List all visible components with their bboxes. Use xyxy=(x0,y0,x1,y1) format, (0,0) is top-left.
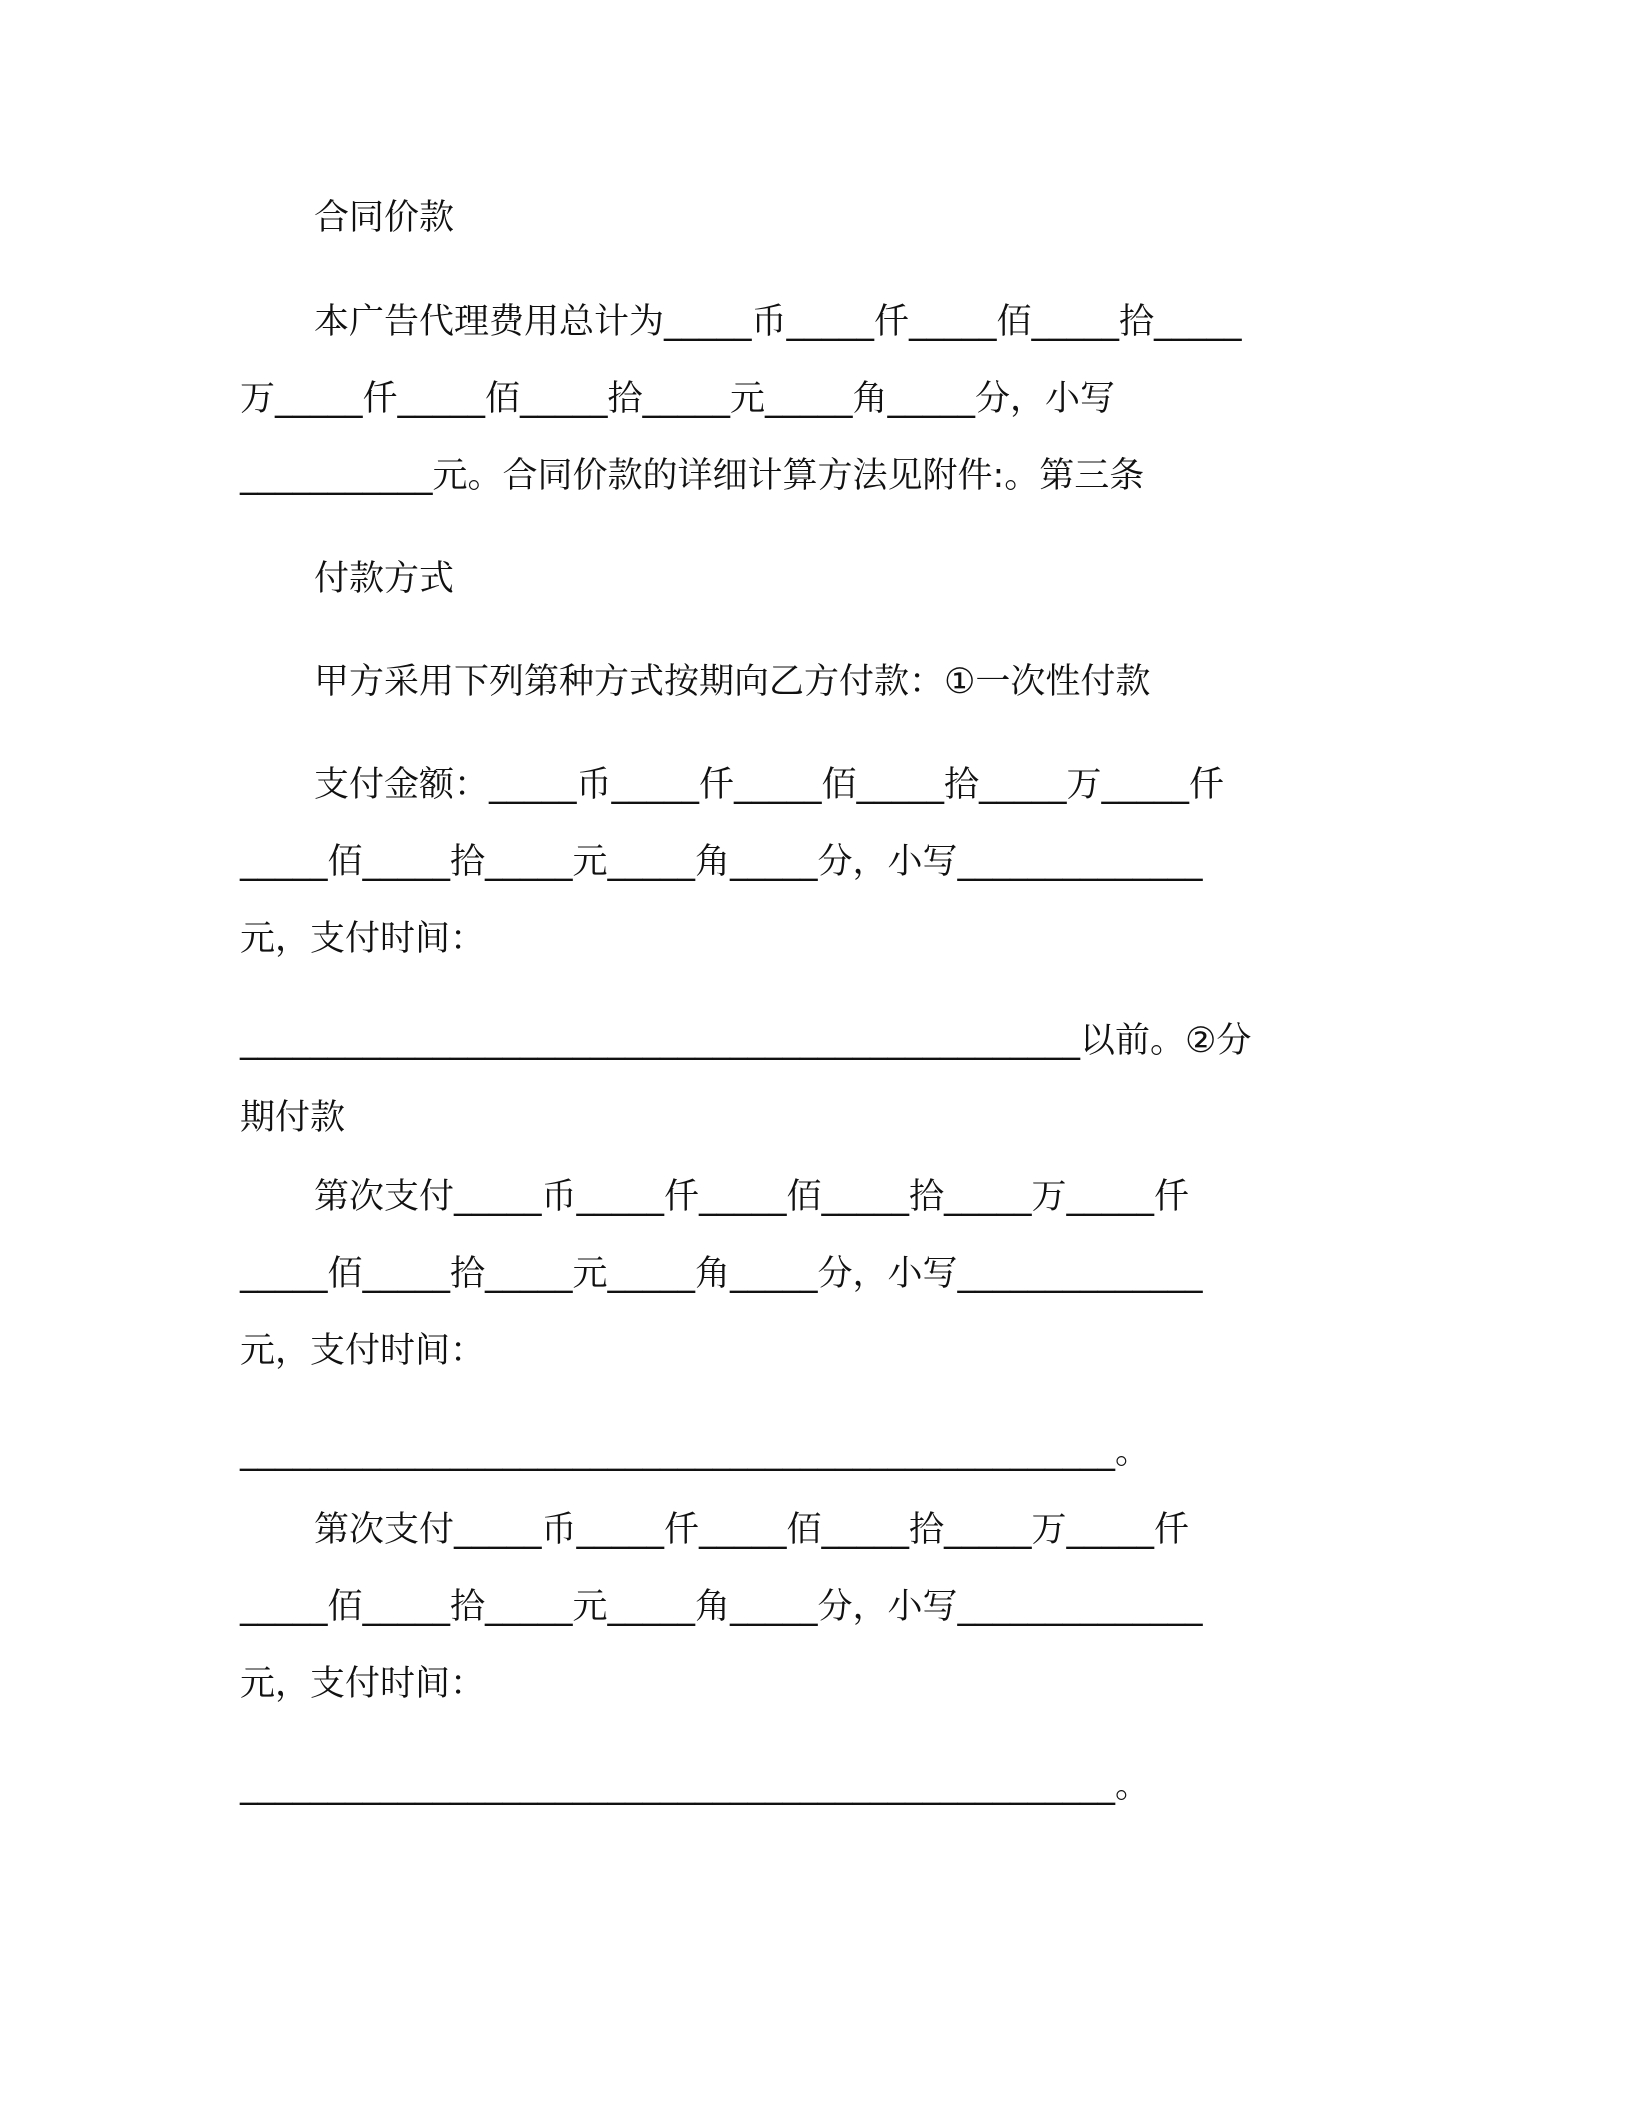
text-line: 万_____仟_____佰_____拾_____元_____角_____分，小写 xyxy=(240,379,1116,419)
text-line: _____佰_____拾_____元_____角_____分，小写______________ xyxy=(240,1254,1203,1294)
text-line: __________________________________________________。 xyxy=(240,1432,1151,1472)
text-line: 甲方采用下列第种方式按期向乙方付款：①一次性付款 xyxy=(314,662,1151,702)
text-line: 第次支付_____币_____仟_____佰_____拾_____万_____仟 xyxy=(314,1177,1190,1217)
text-line: 本广告代理费用总计为_____币_____仟_____佰_____拾_____ xyxy=(314,302,1242,342)
text-line: ___________元。合同价款的详细计算方法见附件:。第三条 xyxy=(240,456,1145,496)
section-heading-payment-method: 付款方式 xyxy=(314,559,455,599)
text-line: 支付金额：_____币_____仟_____佰_____拾_____万_____仟 xyxy=(314,765,1225,805)
text-line: 元，支付时间： xyxy=(240,1331,486,1371)
text-line: ________________________________________________以前。②分 xyxy=(240,1021,1252,1061)
text-line: __________________________________________________。 xyxy=(240,1766,1151,1806)
text-line: 期付款 xyxy=(240,1098,346,1138)
section-heading-contract-price: 合同价款 xyxy=(314,198,455,238)
text-line: 元，支付时间： xyxy=(240,919,486,959)
text-line: 第次支付_____币_____仟_____佰_____拾_____万_____仟 xyxy=(314,1510,1190,1550)
text-line: _____佰_____拾_____元_____角_____分，小写______________ xyxy=(240,1587,1203,1627)
text-line: _____佰_____拾_____元_____角_____分，小写______________ xyxy=(240,842,1203,882)
text-line: 元，支付时间： xyxy=(240,1664,486,1704)
